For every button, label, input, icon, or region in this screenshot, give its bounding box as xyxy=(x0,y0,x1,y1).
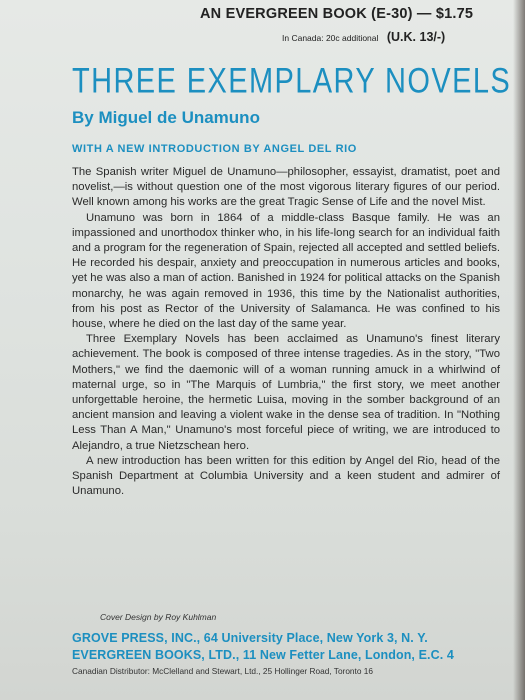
description-text xyxy=(72,165,500,499)
cover-design-credit: Cover Design by Roy Kuhlman xyxy=(100,612,217,622)
book-author: By Miguel de Unamuno xyxy=(72,108,260,127)
description-paragraph-2: Unamuno was born in 1864 of a middle-class Basque family. He was an impassioned and unorthodox thinker who, in his life-long search for an individual faith and a program for the regeneration of Spain, rejected all accepted and settled beliefs. He recorded his despair, anxiety and preoccupation in numerous articles and books, yet he was also a man of action. Banished in 1924 for political attacks on the Spanish monarchy, he was again removed in 1936, this time by the Nationalist authorities, from his post as Rector of the University of Salamanca. He was confined to his house, where he died on the last day of the same year. xyxy=(72,211,500,331)
description-paragraph-4: A new introduction has been written for this edition by Angel del Rio, head of the Spanish Department at Columbia University and a keen student and admirer of Unamuno. xyxy=(72,454,500,498)
uk-price: (U.K. 13/-) xyxy=(386,30,446,44)
publisher-uk-address: EVERGREEN BOOKS, LTD., 11 New Fetter Lane, London, E.C. 4 xyxy=(72,648,454,662)
description-paragraph-3: Three Exemplary Novels has been acclaimed as Unamuno's finest literary achievement. The book is composed of three intense tragedies. As in the story, "Two Mothers," we find the daemonic will of a woman running amuck in a whirlwind of maternal urge, so in "The Marquis of Lumbria," the first story, we meet another unforgettable heroine, the hermetic Luisa, moving in the somber background of an ancient mansion and leaving a violent wake in the dense sea of tradition. In "Nothing Less Than A Man," Unamuno's most forceful piece of writing, we are introduced to Alejandro, a true Nietzschean hero. xyxy=(72,333,500,452)
page-edge-shadow xyxy=(513,0,525,700)
canada-note: In Canada: 20c additional xyxy=(282,33,379,43)
price-line: AN EVERGREEN BOOK (E-30) — $1.75 xyxy=(200,6,474,22)
canada-price-line xyxy=(282,28,512,46)
publisher-us-address: GROVE PRESS, INC., 64 University Place, New York 3, N. Y. xyxy=(72,631,428,645)
book-title: THREE EXEMPLARY NOVELS xyxy=(72,62,512,102)
introduction-credit: WITH A NEW INTRODUCTION BY ANGEL DEL RIO xyxy=(72,143,357,155)
canadian-distributor: Canadian Distributor: McClelland and Stewart, Ltd., 25 Hollinger Road, Toronto 16 xyxy=(72,666,374,676)
description-paragraph-1: The Spanish writer Miguel de Unamuno—philosopher, essayist, dramatist, poet and novelist,—is without question one of the most vigorous literary figures of our period. Well known among his works are the great Tragic Sense of Life and the novel Mist. xyxy=(72,166,500,209)
